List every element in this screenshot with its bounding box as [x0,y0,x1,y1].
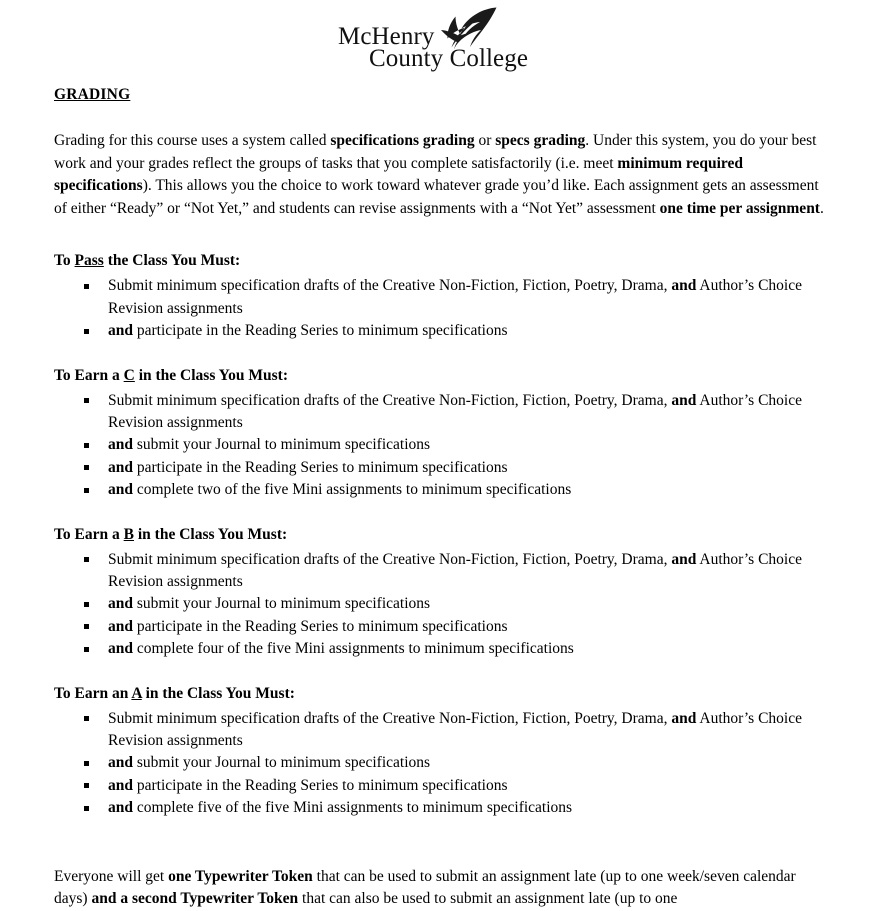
requirement-heading [54,683,824,705]
bold-run: and [108,754,133,772]
text-run: Submit minimum specification drafts of the Creative Non-Fiction, Fiction, Poetry, Drama, [108,709,672,727]
bold-run: and [108,436,133,454]
list-item [54,320,812,342]
text-run: . [819,199,824,217]
square-bullet-icon [84,329,89,334]
square-bullet-icon [84,284,89,289]
requirement-sections [54,250,824,819]
square-bullet-icon [84,465,89,470]
text-run: Grading for this course uses a system called [54,132,331,149]
spacer-bottom [54,820,824,866]
document-body [54,86,824,911]
requirement-heading [54,250,824,272]
list-item [54,752,812,774]
grading-section-title-wrap [54,86,824,130]
logo-text-line2: County College [369,45,529,72]
section-spacer [54,661,824,683]
text-run: participate in the Reading Series to minimum specifications [133,322,508,340]
bold-run: specs grading [495,132,586,149]
heading-text: To Earn a [54,525,124,543]
text-run: . Under this system, you do your best work and your grades reflect the groups of tasks that you complete satisfactorily (i.e. meet [54,132,817,172]
square-bullet-icon [84,761,89,766]
heading-text: in the Class You Must: [133,525,288,543]
requirement-list [54,549,824,661]
bold-run: and [671,277,697,295]
square-bullet-icon [84,398,89,403]
text-run: that can also be used to submit an assignment late (up to one [298,890,678,908]
requirement-list [54,708,824,820]
requirement-list [54,275,824,342]
page-title: GRADING [54,86,131,103]
text-run: Author’s Choice Revision assignments [108,709,802,750]
list-item [54,797,812,819]
bold-run: and [671,550,697,568]
heading-underlined-grade: C [123,366,135,384]
list-item [54,549,812,594]
text-run: that can be used to submit an assignment late (up to one week/seven calendar days) [54,867,796,908]
square-bullet-icon [84,624,89,629]
bold-run: and [108,617,133,635]
requirement-list [54,390,824,502]
text-run: ). This allows you the choice to work toward whatever grade you’d like. Each assignment gets an assessment of either “Ready” or “Not Yet,” and students can revise assignments with a “Not Yet” assessment [54,177,819,217]
heading-text: To Earn an [54,684,132,702]
text-run: participate in the Reading Series to minimum specifications [133,776,508,794]
section-spacer [54,343,824,365]
bold-run: and [671,709,697,727]
list-item [54,708,812,753]
heading-underlined-grade: B [123,525,134,543]
list-item [54,775,812,797]
list-item [54,434,812,456]
text-run: Submit minimum specification drafts of the Creative Non-Fiction, Fiction, Poetry, Drama, [108,277,672,295]
bold-run: specifications grading [330,132,475,149]
text-run: Author’s Choice Revision assignments [108,277,802,317]
square-bullet-icon [84,806,89,811]
spacer [54,220,824,250]
text-run: participate in the Reading Series to minimum specifications [133,458,508,476]
square-bullet-icon [84,716,89,721]
bold-run: and a second Typewriter Token [91,890,299,908]
text-run: Submit minimum specification drafts of the Creative Non-Fiction, Fiction, Poetry, Drama, [108,550,672,568]
requirement-heading [54,524,824,546]
list-item [54,616,812,638]
bold-run: one Typewriter Token [168,867,313,885]
bold-run: and [108,595,133,613]
heading-text: To [54,252,75,270]
list-item [54,457,812,479]
text-run: Author’s Choice Revision assignments [108,550,802,591]
section-spacer [54,502,824,524]
text-run: complete five of the five Mini assignments to minimum specifications [133,799,573,817]
heading-text: in the Class You Must: [141,684,295,702]
square-bullet-icon [84,557,89,562]
text-run: Everyone will get [54,867,169,885]
text-run: submit your Journal to minimum specifications [133,754,431,772]
bold-run: and [108,322,133,340]
square-bullet-icon [84,443,89,448]
heading-text: To Earn a [54,366,124,384]
bold-run: and [671,391,697,409]
heading-underlined-grade: A [131,684,142,702]
heading-text: in the Class You Must: [134,366,288,384]
feather-swoosh-icon [436,6,498,50]
list-item [54,479,812,501]
list-item [54,390,812,435]
closing-paragraph [54,866,824,911]
square-bullet-icon [84,602,89,607]
requirement-heading [54,365,824,387]
text-run: participate in the Reading Series to minimum specifications [133,617,508,635]
bold-run: minimum required specifications [54,154,744,195]
square-bullet-icon [84,783,89,788]
text-run: submit your Journal to minimum specifications [133,595,431,613]
heading-underlined-grade: Pass [74,252,104,270]
bold-run: one time per assignment [659,199,820,217]
list-item [54,593,812,615]
intro-paragraph [54,130,824,220]
list-item [54,275,812,320]
square-bullet-icon [84,488,89,493]
bold-run: and [108,458,133,476]
bold-run: and [108,776,133,794]
college-logo [0,6,876,72]
text-run: submit your Journal to minimum specifications [133,436,431,454]
bold-run: and [108,640,133,658]
text-run: complete two of the five Mini assignments to minimum specifications [133,481,572,499]
list-item [54,638,812,660]
text-run: Author’s Choice Revision assignments [108,391,802,431]
square-bullet-icon [84,647,89,652]
text-run: or [474,132,496,149]
text-run: Submit minimum specification drafts of the Creative Non-Fiction, Fiction, Poetry, Drama, [108,391,672,409]
bold-run: and [108,799,133,817]
heading-text: the Class You Must: [103,252,241,270]
text-run: complete four of the five Mini assignments to minimum specifications [133,640,574,658]
bold-run: and [108,481,133,499]
logo-text-line1: McHenry [338,23,435,50]
